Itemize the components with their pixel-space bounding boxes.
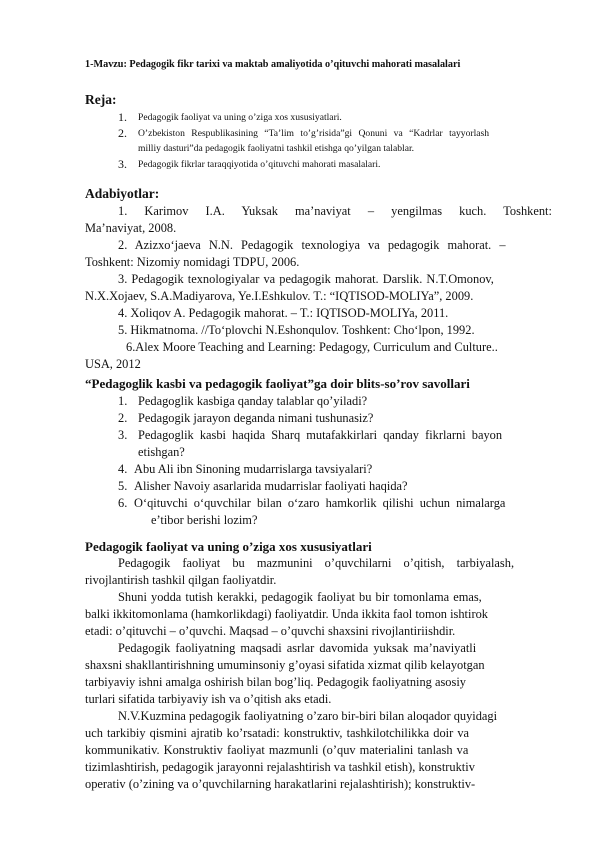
- reference-line: Toshkent: Nizomiy nomidagi TDPU, 2006.: [85, 255, 300, 269]
- question-text: Pedagoglik kasbiga qanday talablar qo’yiladi?: [138, 394, 368, 408]
- question-text: Pedagogik jarayon deganda nimani tushunasiz?: [138, 411, 374, 425]
- paragraph-line: turlari sifatida tarbiyaviy ish va o’qitish aks etadi.: [85, 692, 332, 706]
- reference-line: Ma’naviyat, 2008.: [85, 221, 177, 235]
- question-number: 2.: [118, 411, 128, 425]
- paragraph-line: balki ikkitomonlama (hamkorlikdagi) faoliyatdir. Unda ikkita faol tomon ishtirok: [85, 607, 488, 621]
- paragraph-line: Pedagogik faoliyatning maqsadi asrlar davomida yuksak ma’naviyatli: [118, 641, 477, 655]
- question-text-continued: e’tibor berishi lozim?: [151, 513, 258, 527]
- paragraph-line: N.V.Kuzmina pedagogik faoliyatning o’zaro bir-biri bilan aloqador quyidagi: [118, 709, 498, 723]
- question-number: 6.: [118, 496, 128, 510]
- paragraph-line: Shuni yodda tutish kerakki, pedagogik faoliyat bu bir tomonlama emas,: [118, 590, 482, 604]
- question-text: Pedagoglik kasbi haqida Sharq mutafakkirlari qanday fikrlarni bayon: [138, 428, 503, 442]
- paragraph-line: tarbiyaviy ishni amalga oshirish bilan bog’liq. Pedagogik faoliyatning asosiy: [85, 675, 466, 689]
- reja-item-number: 2.: [118, 126, 127, 140]
- reja-item-number: 1.: [118, 110, 127, 124]
- paragraph-line: Pedagogik faoliyat bu mazmunini o’quvchilarni o’qitish, tarbiyalash,: [118, 556, 515, 570]
- reja-heading: Reja:: [85, 92, 117, 107]
- question-number: 4.: [118, 462, 128, 476]
- paragraph-line: etadi: o’qituvchi – o’quvchi. Maqsad – o’quvchi shaxsini rivojlantiriishdir.: [85, 624, 456, 638]
- section-heading: Pedagogik faoliyat va uning o’ziga xos xususiyatlari: [85, 539, 372, 554]
- adabiyotlar-heading: Adabiyotlar:: [85, 186, 160, 201]
- reference-line: 6.Alex Moore Teaching and Learning: Pedagogy, Curriculum and Culture..: [126, 340, 498, 354]
- reference-line: N.X.Xojaev, S.A.Madiyarova, Ye.I.Eshkulov. T.: “IQTISOD-MOLIYa”, 2009.: [85, 289, 474, 303]
- reference-line: USA, 2012: [85, 357, 141, 371]
- question-text: Alisher Navoiy asarlarida mudarrislar faoliyati haqida?: [134, 479, 408, 493]
- reference-line: 3. Pedagogik texnologiyalar va pedagogik mahorat. Darslik. N.T.Omonov,: [118, 272, 494, 286]
- question-number: 3.: [118, 428, 128, 442]
- question-text: Abu Ali ibn Sinoning mudarrislarga tavsiyalari?: [134, 462, 373, 476]
- reja-item-text: Pedagogik faoliyat va uning o’ziga xos xususiyatlari.: [138, 112, 342, 123]
- reja-item-text: [138, 128, 524, 139]
- reference-line: 4. Xoliqov A. Pedagogik mahorat. – T.: IQTISOD-MOLIYa, 2011.: [118, 306, 449, 320]
- question-text-continued: etishgan?: [138, 445, 185, 459]
- reference-line: 1. Karimov I.A. Yuksak ma’naviyat – yengilmas kuch. Toshkent:: [118, 204, 552, 218]
- reja-item-text: Pedagogik fikrlar taraqqiyotida o’qituvchi mahorati masalalari.: [138, 159, 381, 170]
- reja-item-text-continued: milliy dasturi”da pedagogik faoliyatni tashkil etishga qo’yilgan talablar.: [138, 143, 415, 154]
- question-number: 5.: [118, 479, 128, 493]
- paragraph-line: operativ (o’zining va o’quvchilarning harakatlarini rejalashtirish); konstruktiv-: [85, 777, 476, 791]
- blits-heading: “Pedagoglik kasbi va pedagogik faoliyat”ga doir blits-so’rov savollari: [85, 376, 470, 391]
- paragraph-line: shaxsni shakllantirishning umuminsoniy g’oyasi sifatida xizmat qilib kelayotgan: [85, 658, 485, 672]
- reja-item-line: O’zbekiston Respublikasining “Ta’lim to’g’risida”gi Qonuni va “Kadrlar tayyorlash: [138, 128, 490, 139]
- reja-item-number: 3.: [118, 157, 127, 171]
- paragraph-line: tizimlashtirish, pedagogik jarayonni rejalashtirish va tashkil etish), konstruktiv: [85, 760, 475, 774]
- reference-line: 2. Azizxo‘jaeva N.N. Pedagogik texnologiya va pedagogik mahorat. –: [118, 238, 506, 252]
- document-title: 1-Mavzu: Pedagogik fikr tarixi va maktab amaliyotida o’qituvchi mahorati masalalari: [85, 59, 461, 70]
- question-number: 1.: [118, 394, 128, 408]
- paragraph-line: kommunikativ. Konstruktiv faoliyat mazmunli (o’quv materialini tanlash va: [85, 743, 469, 757]
- question-text: O‘qituvchi o‘quvchilar bilan o‘zaro hamkorlik qilishi uchun nimalarga: [134, 496, 506, 510]
- paragraph-line: rivojlantirish tashkil qilgan faoliyatdir.: [85, 573, 277, 587]
- paragraph-line: uch tarkibiy qismini ajratib ko’rsatadi: konstruktiv, tashkilotchilikka doir va: [85, 726, 470, 740]
- reference-line: 5. Hikmatnoma. //To‘plovchi N.Eshonqulov. Toshkent: Cho‘lpon, 1992.: [118, 323, 475, 337]
